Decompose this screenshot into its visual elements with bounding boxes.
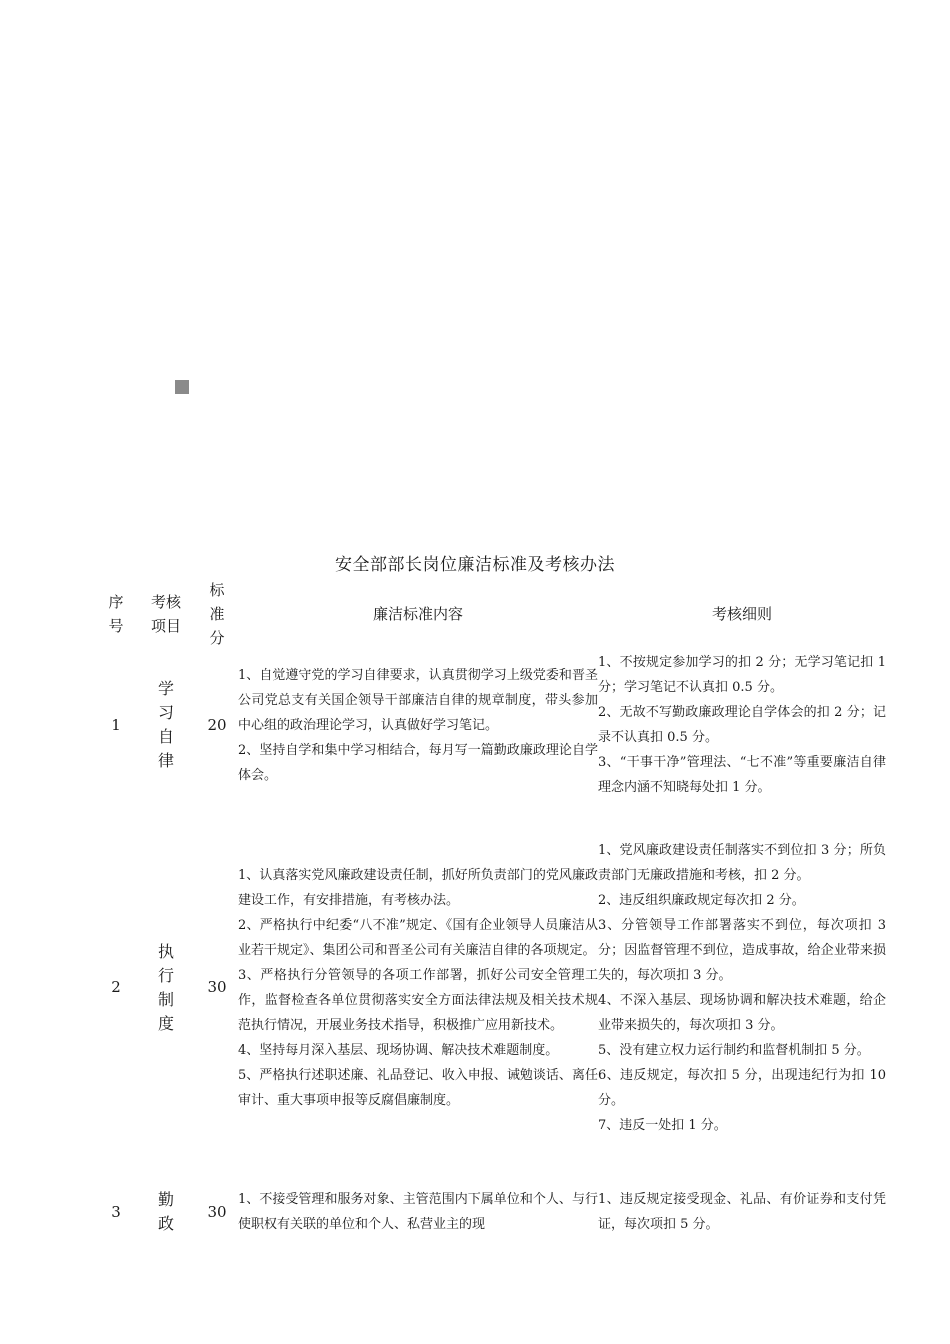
content-paragraph: 5、严格执行述职述廉、礼品登记、收入申报、诫勉谈话、离任审计、重大事项申报等反腐倡廉制度。	[238, 1067, 598, 1108]
row-detail	[598, 800, 886, 1175]
row-detail	[598, 1175, 886, 1237]
document-title: 安全部部长岗位廉洁标准及考核办法	[335, 555, 615, 575]
row-score: 30	[207, 978, 227, 996]
header-no: 序号	[108, 593, 124, 635]
content-paragraph: 1、自觉遵守党的学习自律要求，认真贯彻学习上级党委和晋圣公司党总支有关国企领导干部廉洁自律的规章制度，带头参加中心组的政治理论学习，认真做好学习笔记。	[238, 667, 598, 733]
detail-paragraph: 1、不按规定参加学习的扣 2 分；无学习笔记扣 1 分；学习笔记不认真扣 0.5 分。	[598, 655, 886, 695]
header-content: 廉洁标准内容	[372, 605, 463, 623]
table-row	[96, 650, 886, 800]
square-bullet-icon	[175, 380, 189, 394]
header-score: 标准分	[209, 581, 225, 647]
header-detail: 考核细则	[711, 605, 772, 623]
table-row	[96, 1175, 886, 1237]
assessment-table	[96, 578, 886, 1237]
header-item: 考核项目	[150, 593, 181, 635]
row-item: 学习自律	[157, 679, 174, 770]
detail-paragraph: 1、违反规定接受现金、礼品、有价证券和支付凭证，每次项扣 5 分。	[598, 1192, 886, 1232]
row-score: 30	[207, 1202, 227, 1221]
row-item: 勤政	[157, 1190, 174, 1233]
row-score: 20	[207, 715, 227, 734]
detail-paragraph: 6、违反规定，每次扣 5 分，出现违纪行为扣 10 分。	[598, 1067, 886, 1108]
detail-paragraph: 1、党风廉政建设责任制落实不到位扣 3 分；所负责部门无廉政措施和考核，扣 2 分。	[598, 842, 886, 883]
content-paragraph: 3、严格执行分管领导的各项工作部署，抓好公司安全管理工作，监督检查各单位贯彻落实安全方面法律法规及相关技术规范执行情况，开展业务技术指导，积极推广应用新技术。	[238, 967, 598, 1033]
detail-paragraph: 5、没有建立权力运行制约和监督机制扣 5 分。	[598, 1042, 870, 1058]
detail-paragraph: 4、不深入基层、现场协调和解决技术难题，给企业带来损失的，每次项扣 3 分。	[598, 992, 886, 1033]
row-detail	[598, 650, 886, 800]
content-paragraph: 1、认真落实党风廉政建设责任制，抓好所负责部门的党风廉政建设工作，有安排措施，有考核办法。	[238, 867, 598, 908]
content-paragraph: 2、严格执行中纪委“八不准”规定、《国有企业领导人员廉洁从业若干规定》、集团公司和晋圣公司有关廉洁自律的各项规定。	[238, 917, 598, 958]
detail-paragraph: 3、分管领导工作部署落实不到位，每次项扣 3 分；因监督管理不到位，造成事故，给企业带来损失的，每次项扣 3 分。	[598, 917, 886, 983]
row-content	[238, 800, 598, 1175]
row-no: 2	[111, 978, 121, 996]
row-no: 3	[111, 1202, 121, 1221]
detail-paragraph: 3、“干事干净”管理法、“七不准”等重要廉洁自律理念内涵不知晓每处扣 1 分。	[598, 755, 886, 795]
content-paragraph: 4、坚持每月深入基层、现场协调、解决技术难题制度。	[238, 1042, 559, 1058]
detail-paragraph: 2、无故不写勤政廉政理论自学体会的扣 2 分；记录不认真扣 0.5 分。	[598, 705, 886, 745]
row-content	[238, 650, 598, 800]
detail-paragraph: 7、违反一处扣 1 分。	[598, 1117, 727, 1133]
content-paragraph: 2、坚持自学和集中学习相结合，每月写一篇勤政廉政理论自学体会。	[238, 742, 598, 783]
detail-paragraph: 2、违反组织廉政规定每次扣 2 分。	[598, 892, 805, 908]
row-content	[238, 1175, 598, 1237]
row-no: 1	[111, 715, 121, 734]
header-row	[96, 578, 886, 650]
row-item: 执行制度	[157, 941, 174, 1033]
content-paragraph: 1、不接受管理和服务对象、主管范围内下属单位和个人、与行使职权有关联的单位和个人、私营业主的现	[238, 1192, 598, 1232]
table-row	[96, 800, 886, 1175]
